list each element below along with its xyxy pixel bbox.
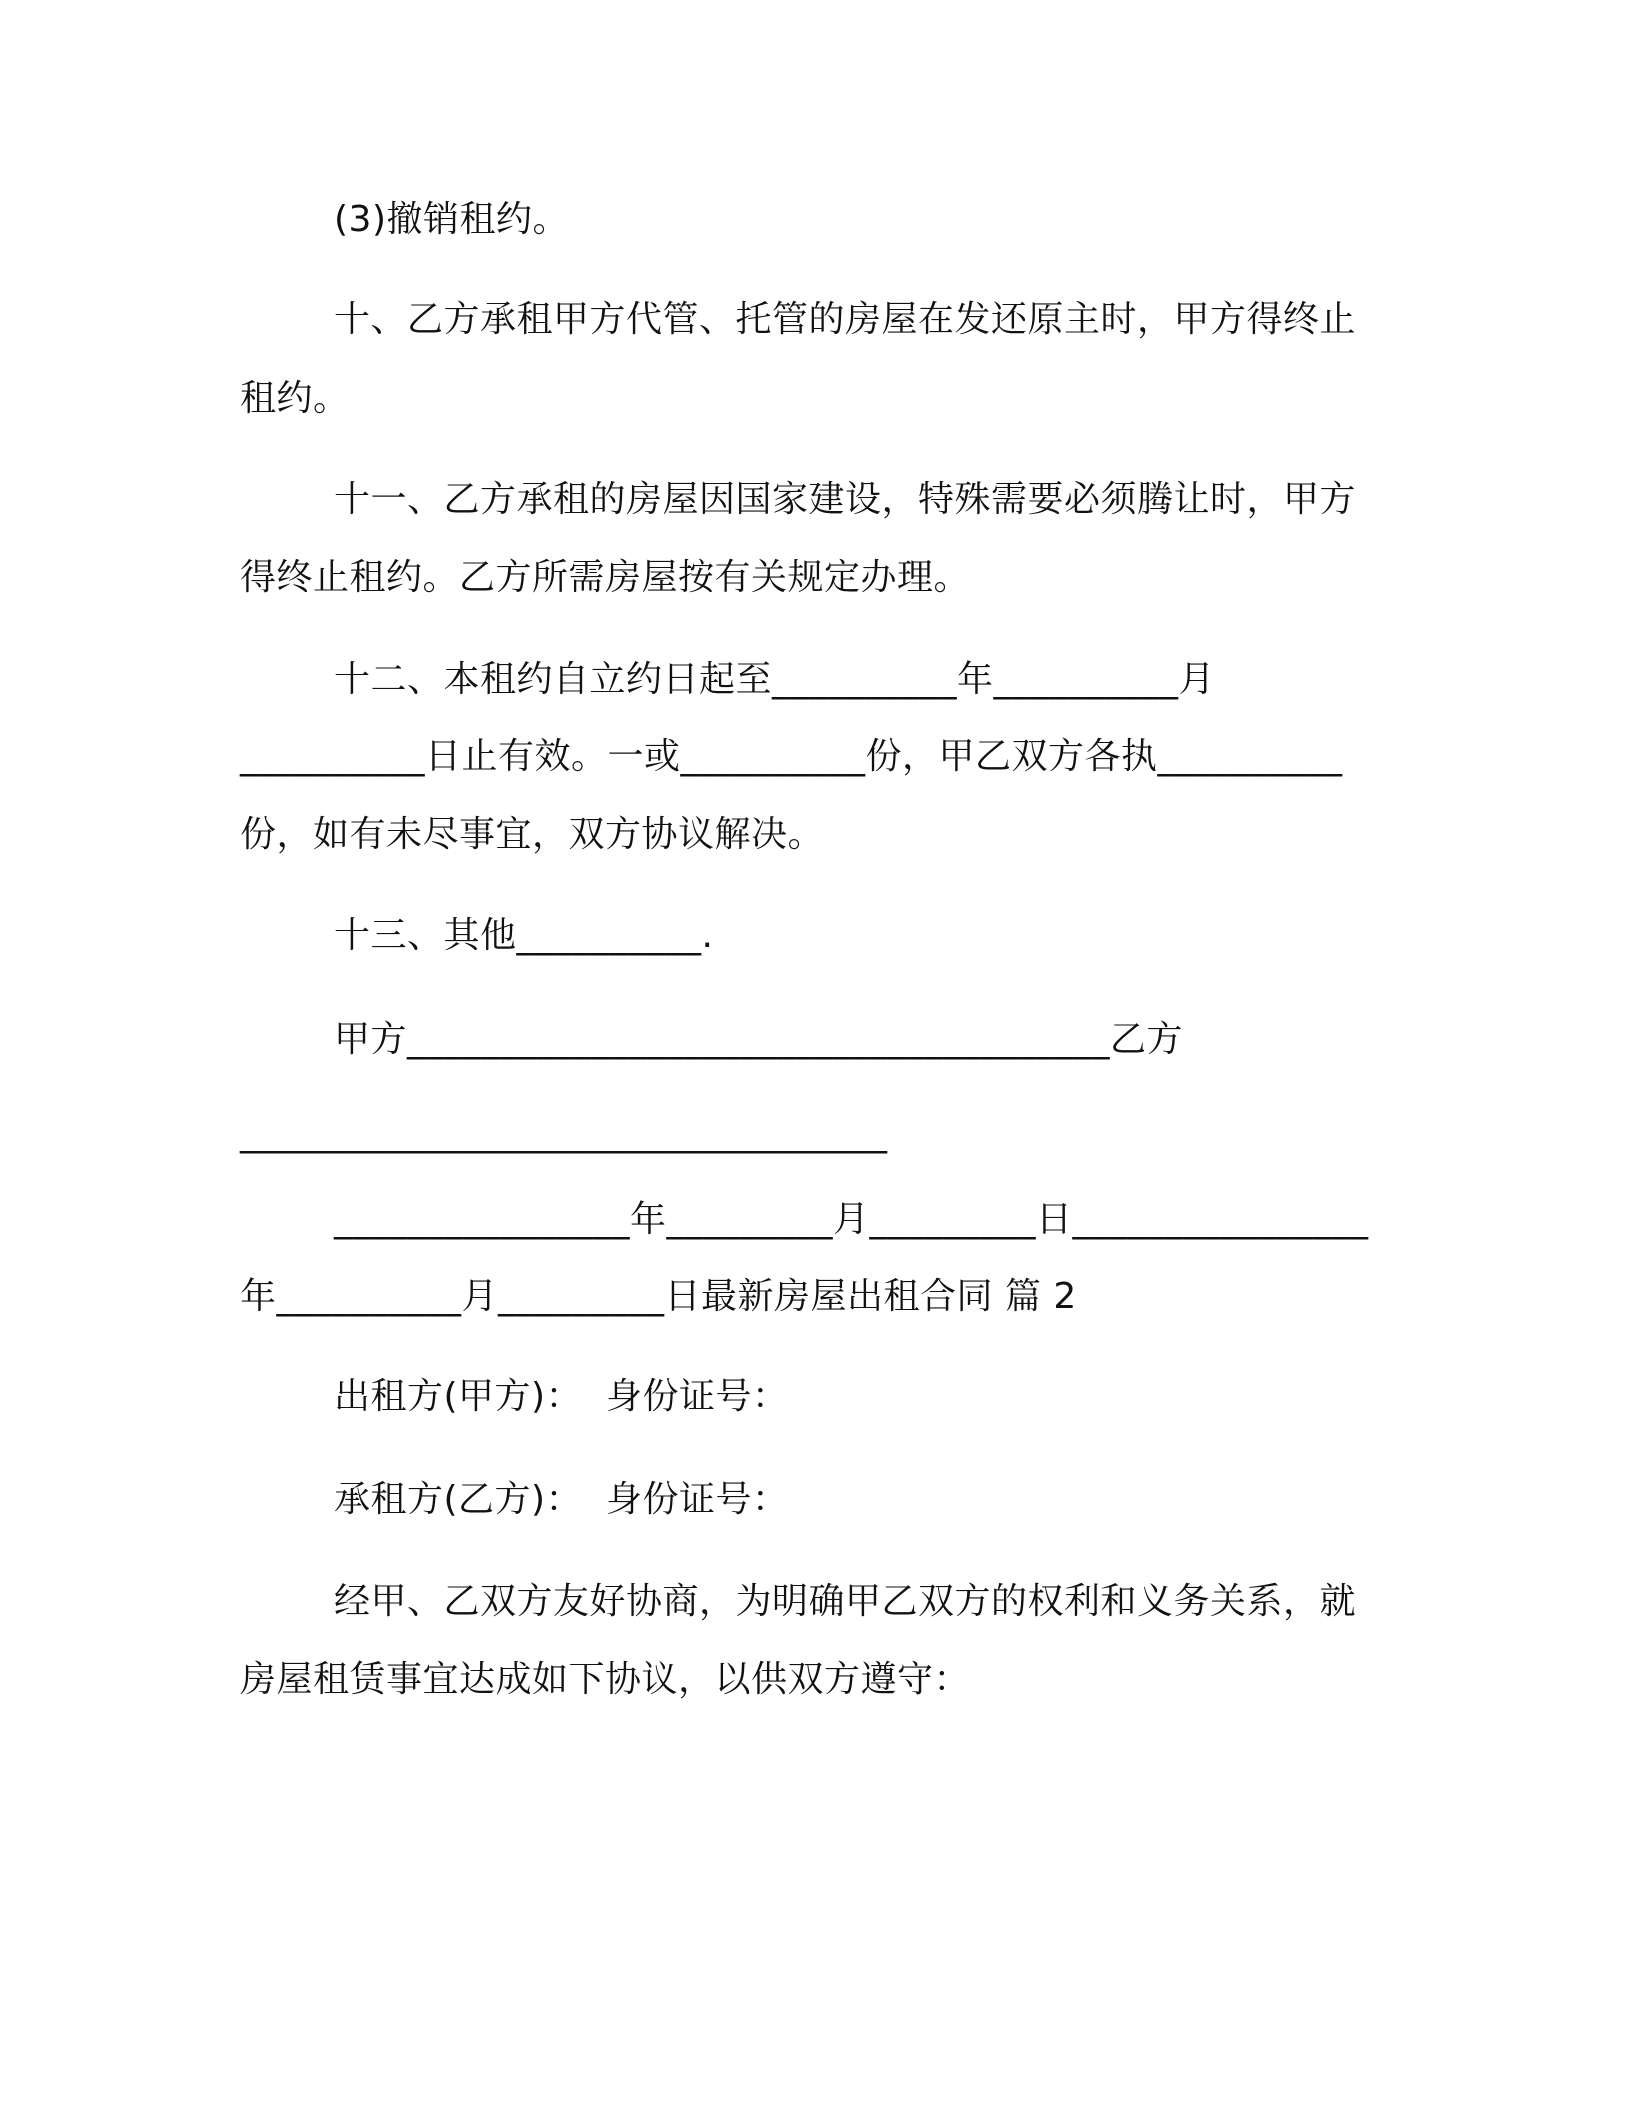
signature-date-line: ________________年_________月_________日________________ (334, 1199, 1369, 1240)
preamble-line-2: 房屋租赁事宜达成如下协议，以供双方遵守： (240, 1659, 971, 1700)
date-and-section-heading: 年__________月_________日最新房屋出租合同 篇 2 (240, 1276, 1077, 1317)
clause-9-item-3: (3)撤销租约。 (334, 199, 569, 240)
clause-10-line-2: 租约。 (240, 378, 350, 419)
clause-10-line-1: 十、乙方承租甲方代管、托管的房屋在发还原主时，甲方得终止 (334, 299, 1357, 340)
lessor-field: 出租方(甲方)： 身份证号： (334, 1376, 789, 1417)
signature-party-a-b: 甲方______________________________________乙方 (334, 1019, 1183, 1060)
clause-12-line-1: 十二、本租约自立约日起至__________年__________月 (334, 659, 1216, 700)
signature-party-b-blank: ___________________________________ (240, 1113, 888, 1154)
preamble-line-1: 经甲、乙双方友好协商，为明确甲乙双方的权利和义务关系，就 (334, 1581, 1357, 1622)
clause-12-line-3: 份，如有未尽事宜，双方协议解决。 (240, 814, 825, 855)
lessee-field: 承租方(乙方)： 身份证号： (334, 1479, 789, 1520)
clause-11-line-2: 得终止租约。乙方所需房屋按有关规定办理。 (240, 557, 971, 598)
clause-12-line-2: __________日止有效。一或__________份，甲乙双方各执__________ (240, 736, 1343, 777)
clause-11-line-1: 十一、乙方承租的房屋因国家建设，特殊需要必须腾让时，甲方 (334, 479, 1357, 520)
clause-13: 十三、其他__________. (334, 915, 714, 956)
